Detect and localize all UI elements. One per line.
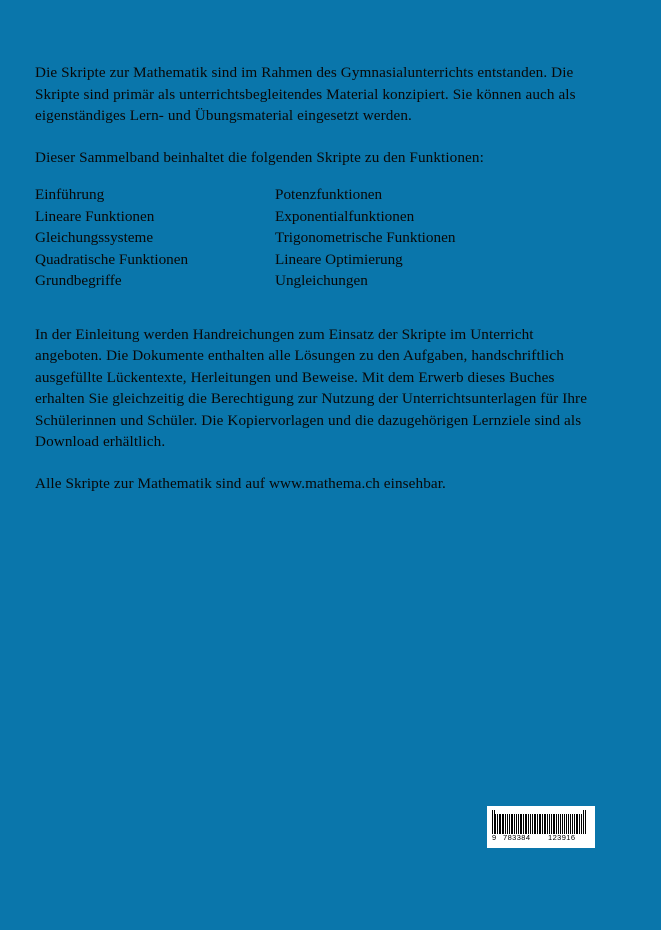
topic-left: Grundbegriffe bbox=[35, 272, 122, 289]
list-item bbox=[35, 184, 605, 206]
barcode-group-left: 783384 bbox=[503, 833, 531, 842]
list-item bbox=[35, 227, 605, 249]
list-item bbox=[35, 206, 605, 228]
topic-right: Trigonometrische Funktionen bbox=[275, 229, 456, 246]
list-item bbox=[35, 249, 605, 271]
spacer bbox=[35, 127, 605, 147]
topic-left: Lineare Funktionen bbox=[35, 207, 155, 225]
topic-right: Exponentialfunktionen bbox=[275, 207, 415, 225]
spacer bbox=[35, 453, 605, 473]
topic-right: Ungleichungen bbox=[275, 272, 368, 289]
topic-left: Einführung bbox=[35, 186, 105, 203]
barcode-digits bbox=[492, 833, 590, 844]
topics-list bbox=[35, 184, 605, 292]
topic-left: Gleichungssysteme bbox=[35, 229, 154, 246]
body-paragraph: In der Einleitung werden Handreichungen zum Einsatz der Skripte im Unterricht angeboten. Die Dokumente enthalten alle Lösungen zu den Aufgaben, handschriftlich ausgefüllte Lückentexte, Herleitungen und Beweise. Mit dem Erwerb dieses Buches erhalten Sie gleichzeitig die Berechtigung zur Nutzung der Unterrichtsunterlagen für Ihre Schülerinnen und Schüler. Die Kopiervorlagen und die dazugehörigen Lernziele sind als Download erhältlich. bbox=[35, 325, 588, 450]
topic-right: Lineare Optimierung bbox=[275, 250, 403, 268]
final-paragraph: Alle Skripte zur Mathematik sind auf www.mathema.ch einsehbar. bbox=[35, 474, 446, 492]
barcode-bars bbox=[492, 810, 590, 834]
list-item bbox=[35, 270, 605, 292]
topic-left: Quadratische Funktionen bbox=[35, 250, 189, 268]
spacer bbox=[35, 168, 605, 184]
collection-line: Dieser Sammelband beinhaltet die folgenden Skripte zu den Funktionen: bbox=[35, 148, 484, 166]
back-cover-text-block bbox=[35, 62, 605, 494]
barcode-prefix-digit: 9 bbox=[492, 833, 497, 842]
intro-paragraph: Die Skripte zur Mathematik sind im Rahmen des Gymnasialunterrichts entstanden. Die Skripte sind primär als unterrichtsbegleitendes Material konzipiert. Sie können auch als eigenständiges Lern- und Übungsmaterial eingesetzt werden. bbox=[35, 64, 576, 124]
barcode bbox=[487, 806, 595, 848]
barcode-group-right: 123916 bbox=[548, 833, 576, 842]
topic-right: Potenzfunktionen bbox=[275, 186, 383, 203]
spacer bbox=[35, 292, 605, 324]
